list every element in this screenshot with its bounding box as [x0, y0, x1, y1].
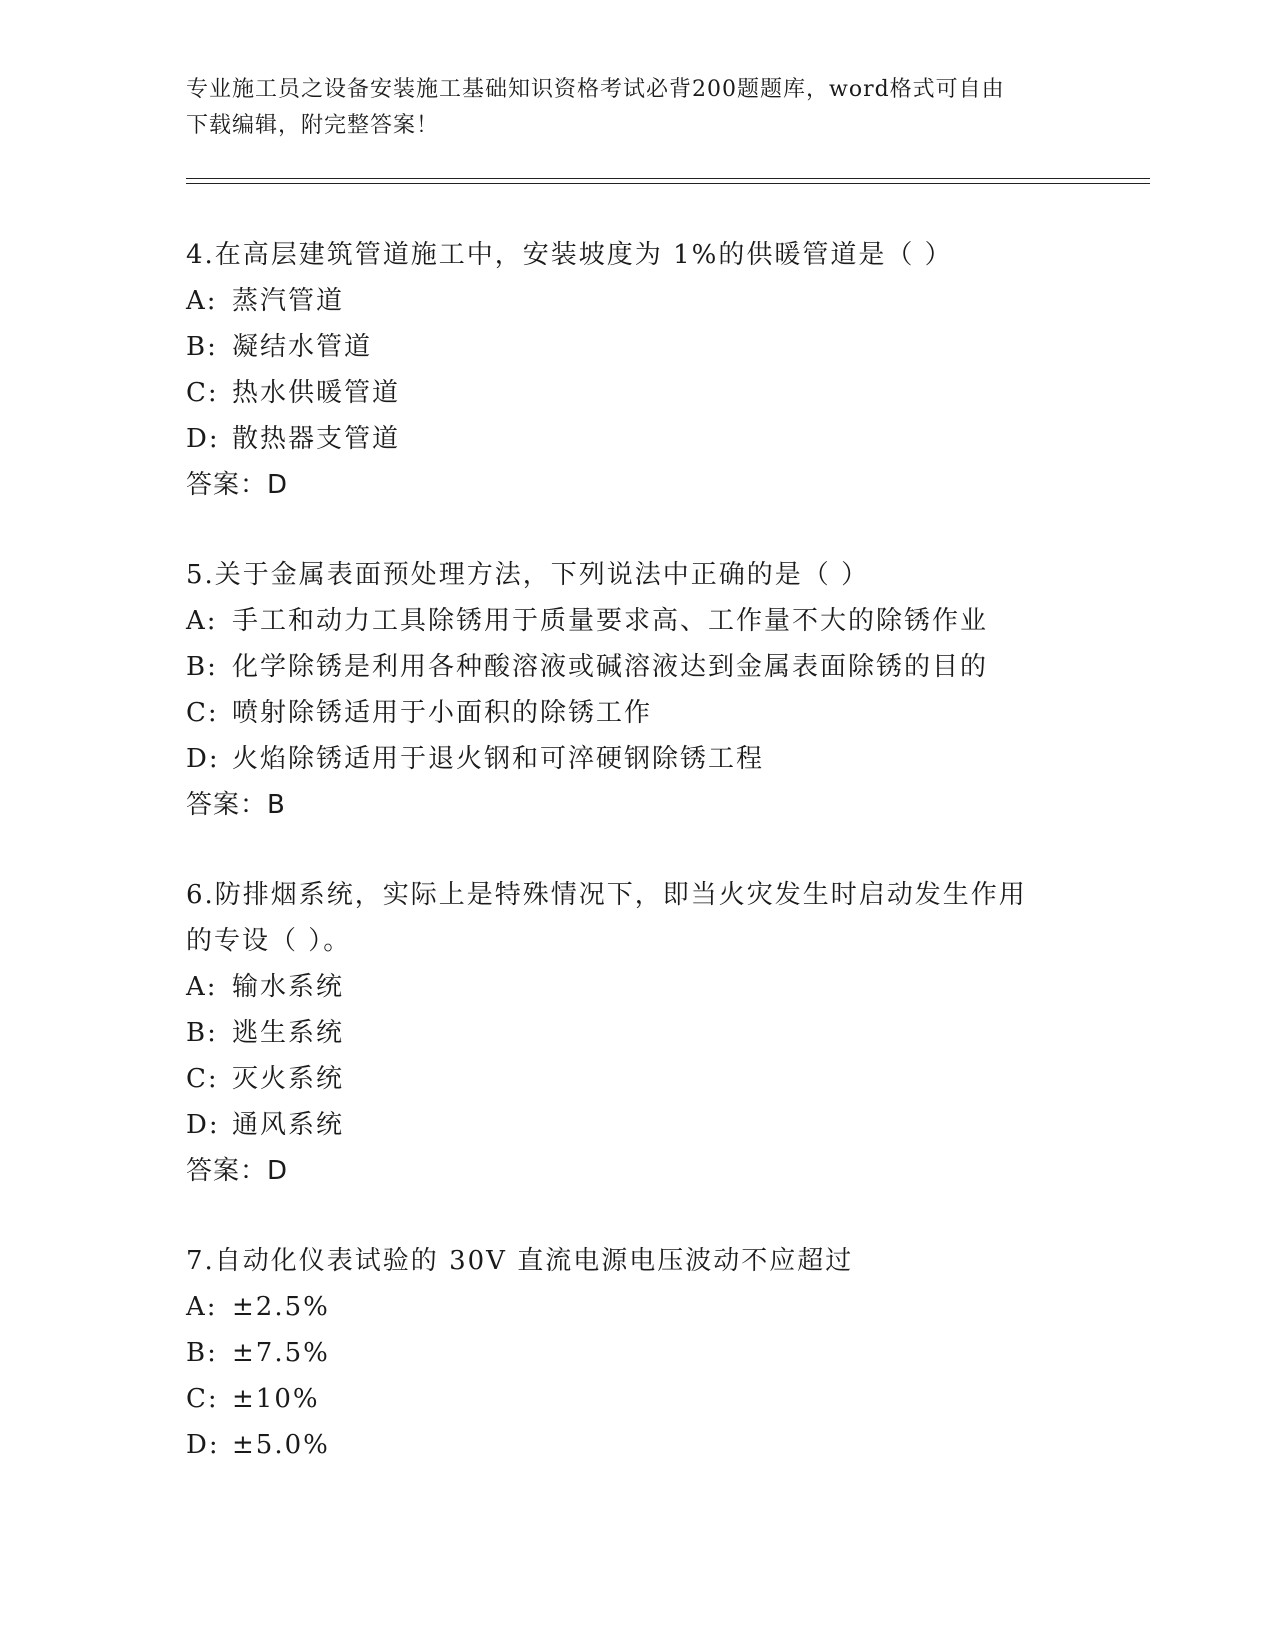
option-text: 化学除锈是利用各种酸溶液或碱溶液达到金属表面除锈的目的 [232, 652, 989, 682]
option-key: C: [186, 698, 219, 728]
answer-line: 答案：B [186, 790, 286, 820]
option-key: C: [186, 1384, 219, 1414]
question-stem-continued: 的专设（ ）。 [186, 926, 352, 956]
option-text: 热水供暖管道 [232, 378, 401, 408]
answer-option [186, 1056, 1086, 1102]
option-key: D: [186, 1430, 220, 1460]
answer-option [186, 964, 1086, 1010]
answer-option [186, 1330, 1086, 1376]
option-text: 输水系统 [232, 972, 345, 1002]
answer-option [186, 1376, 1086, 1422]
question-stem: 7.自动化仪表试验的 30V 直流电源电压波动不应超过 [186, 1246, 854, 1276]
option-text: 灭火系统 [232, 1064, 345, 1094]
answer-option [186, 598, 1086, 644]
option-key: D: [186, 424, 220, 454]
question-stem: 4.在高层建筑管道施工中，安装坡度为 1%的供暖管道是（ ） [186, 240, 953, 270]
header-divider-bottom [186, 183, 1150, 184]
option-key: C: [186, 1064, 219, 1094]
answer-option [186, 1422, 1086, 1468]
option-text: 散热器支管道 [232, 424, 401, 454]
answer-option [186, 644, 1086, 690]
option-key: A: [186, 1292, 218, 1322]
option-key: A: [186, 286, 218, 316]
option-text: ±10% [232, 1384, 320, 1414]
header-divider-top [186, 178, 1150, 179]
question-block [186, 552, 1086, 828]
option-key: A: [186, 606, 218, 636]
option-text: 逃生系统 [232, 1018, 345, 1048]
option-key: B: [186, 1338, 218, 1368]
question-list [186, 232, 1086, 1512]
option-key: B: [186, 652, 218, 682]
option-text: 火焰除锈适用于退火钢和可淬硬钢除锈工程 [232, 744, 765, 774]
option-text: 凝结水管道 [232, 332, 373, 362]
option-text: 手工和动力工具除锈用于质量要求高、工作量不大的除锈作业 [232, 606, 989, 636]
answer-option [186, 324, 1086, 370]
document-header [186, 72, 1086, 144]
answer-option [186, 736, 1086, 782]
answer-option [186, 370, 1086, 416]
option-key: C: [186, 378, 219, 408]
option-text: 蒸汽管道 [232, 286, 345, 316]
answer-option [186, 1102, 1086, 1148]
option-text: 喷射除锈适用于小面积的除锈工作 [232, 698, 653, 728]
question-stem: 6.防排烟系统，实际上是特殊情况下，即当火灾发生时启动发生作用 [186, 880, 1027, 910]
option-key: B: [186, 332, 218, 362]
option-key: D: [186, 1110, 220, 1140]
answer-option [186, 1010, 1086, 1056]
answer-line: 答案：D [186, 470, 289, 500]
answer-option [186, 690, 1086, 736]
header-line-1: 专业施工员之设备安装施工基础知识资格考试必背200题题库，word格式可自由 [186, 77, 1005, 102]
header-line-2: 下载编辑，附完整答案！ [186, 113, 440, 138]
question-block [186, 872, 1086, 1194]
option-key: B: [186, 1018, 218, 1048]
option-text: ±2.5% [232, 1292, 330, 1322]
question-block [186, 232, 1086, 508]
answer-option [186, 1284, 1086, 1330]
question-stem: 5.关于金属表面预处理方法，下列说法中正确的是（ ） [186, 560, 870, 590]
question-block [186, 1238, 1086, 1468]
answer-option [186, 278, 1086, 324]
answer-option [186, 416, 1086, 462]
option-text: ±5.0% [232, 1430, 330, 1460]
option-key: D: [186, 744, 220, 774]
answer-line: 答案：D [186, 1156, 289, 1186]
option-text: 通风系统 [232, 1110, 345, 1140]
option-text: ±7.5% [232, 1338, 330, 1368]
option-key: A: [186, 972, 218, 1002]
